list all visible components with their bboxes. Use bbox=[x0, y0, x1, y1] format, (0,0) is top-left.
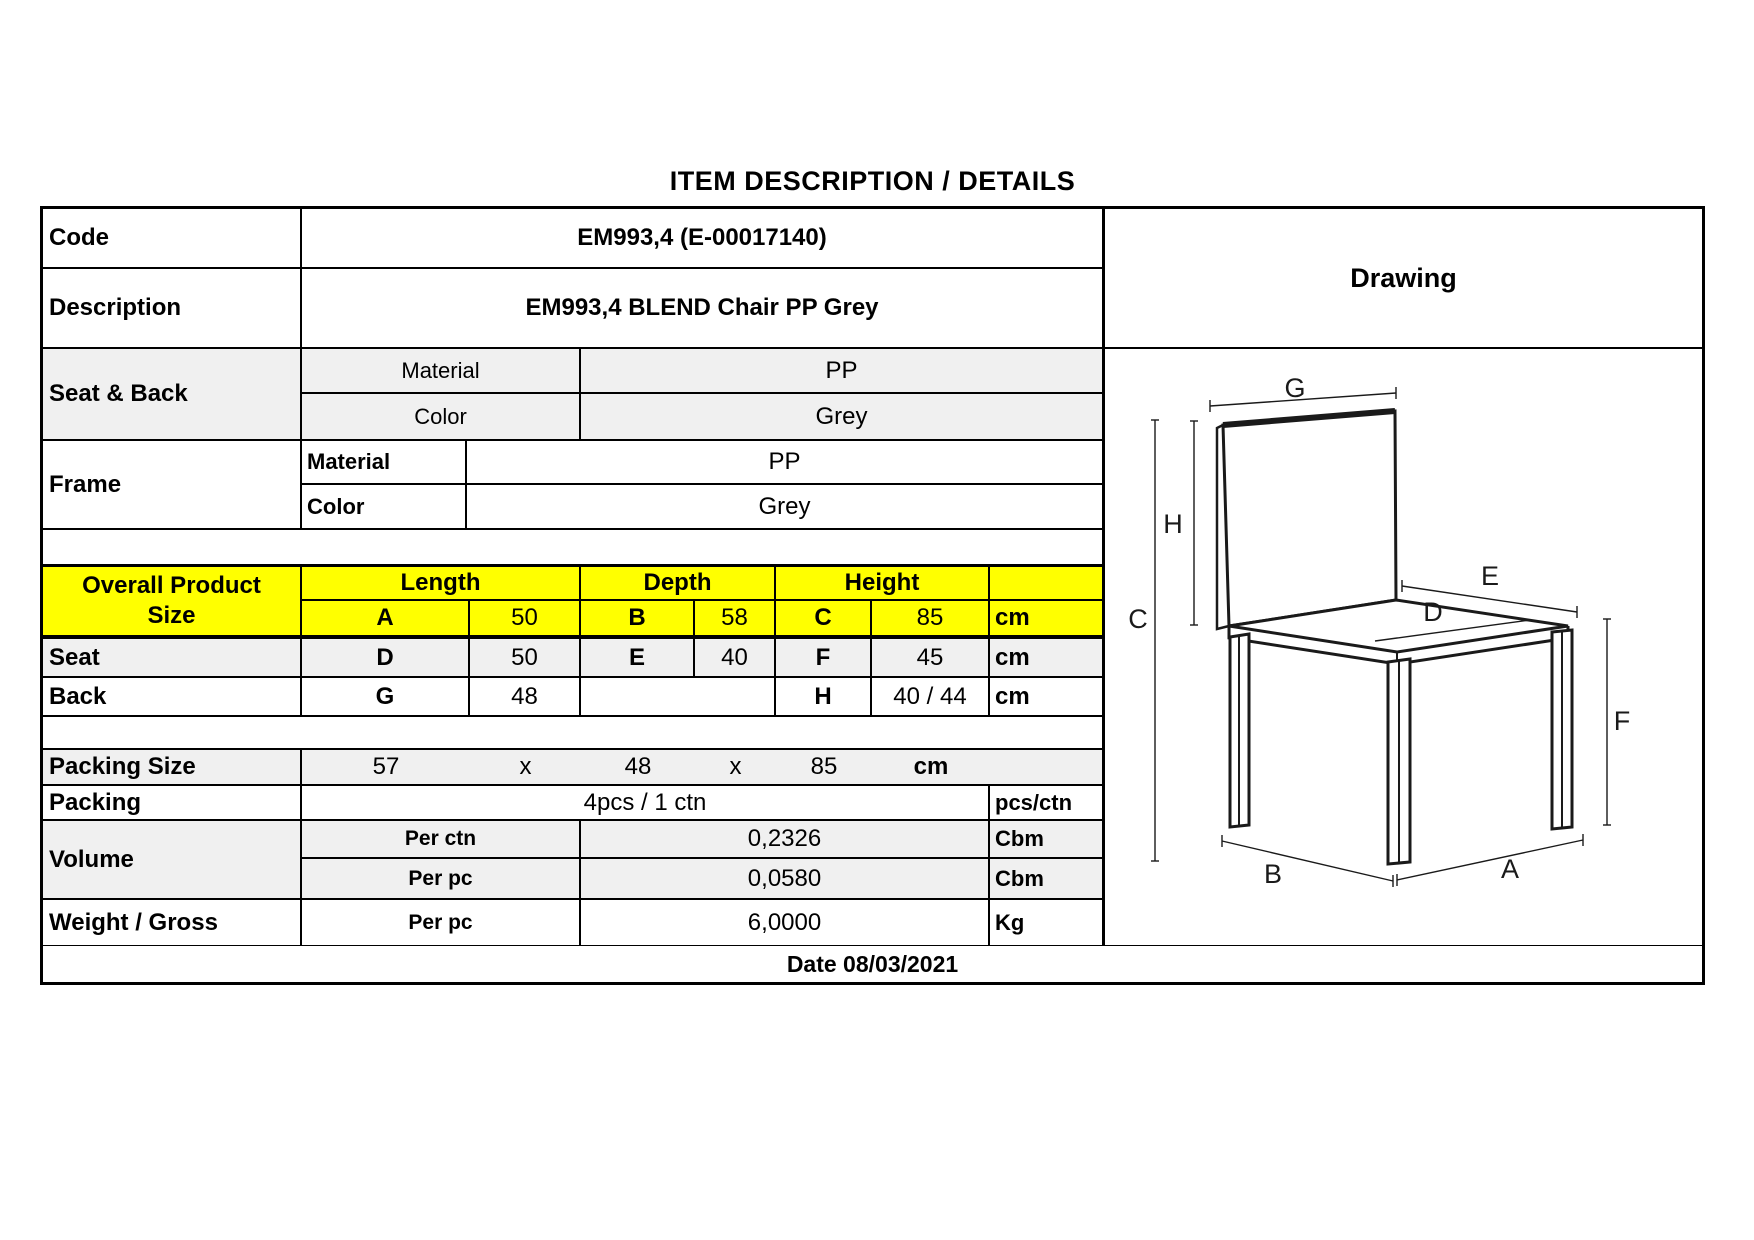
dim-f-letter: F bbox=[776, 639, 872, 676]
overall-values-row bbox=[302, 601, 1102, 635]
overall-size-label bbox=[43, 567, 302, 635]
frame-material-row bbox=[302, 441, 1102, 485]
dim-g-letter: G bbox=[302, 678, 470, 715]
spacer-row-1 bbox=[43, 530, 1102, 567]
dim-label-f: F bbox=[1613, 706, 1631, 736]
seat-back-color-value: Grey bbox=[581, 394, 1102, 439]
seat-back-material-label: Material bbox=[302, 349, 581, 392]
volume-per-pc-label: Per pc bbox=[302, 859, 581, 898]
overall-unit: cm bbox=[990, 601, 1102, 635]
back-unit: cm bbox=[995, 682, 1030, 710]
dim-h-value: 40 / 44 bbox=[872, 678, 990, 715]
frame-material-value: PP bbox=[768, 448, 801, 475]
volume-per-pc-unit: Cbm bbox=[990, 859, 1102, 898]
dim-c-letter: C bbox=[776, 601, 872, 635]
dim-a-value: 50 bbox=[470, 601, 581, 635]
dim-label-c: C bbox=[1128, 604, 1148, 634]
dim-label-d: D bbox=[1423, 597, 1443, 627]
spacer-row-2 bbox=[43, 717, 1102, 750]
packing-row bbox=[43, 786, 1102, 821]
packing-size-row bbox=[43, 750, 1102, 786]
dim-e-letter: E bbox=[581, 639, 695, 676]
details-table bbox=[43, 209, 1105, 945]
weight-row bbox=[43, 900, 1102, 945]
dim-label-h: H bbox=[1163, 509, 1183, 539]
overall-size-label-line2: Size bbox=[147, 602, 196, 629]
seat-back-color-label: Color bbox=[302, 394, 581, 439]
volume-per-ctn-unit: Cbm bbox=[990, 821, 1102, 857]
dim-f-value: 45 bbox=[872, 639, 990, 676]
volume-per-pc-value: 0,0580 bbox=[581, 859, 990, 898]
frame-color-value: Grey bbox=[758, 492, 811, 520]
size-header-row bbox=[302, 567, 1102, 601]
description-row bbox=[43, 269, 1102, 349]
dim-c-value: 85 bbox=[872, 601, 990, 635]
frame-color-label: Color bbox=[302, 485, 467, 528]
dim-d-value: 50 bbox=[470, 639, 581, 676]
back-empty-cell bbox=[581, 678, 776, 715]
code-value: EM993,4 (E-00017140) bbox=[577, 224, 827, 251]
dim-label-g: G bbox=[1284, 373, 1306, 403]
back-label: Back bbox=[43, 678, 302, 715]
dim-label-a: A bbox=[1500, 854, 1520, 884]
seat-back-material-value: PP bbox=[581, 349, 1102, 392]
description-value: EM993,4 BLEND Chair PP Grey bbox=[525, 294, 879, 321]
overall-size-section bbox=[43, 567, 1102, 639]
height-header: Height bbox=[776, 567, 990, 599]
seat-back-label: Seat & Back bbox=[43, 349, 302, 439]
page-title: ITEM DESCRIPTION / DETAILS bbox=[669, 166, 1076, 196]
dim-h-letter: H bbox=[776, 678, 872, 715]
chair-drawing bbox=[1105, 349, 1702, 945]
seat-label: Seat bbox=[43, 639, 302, 676]
packing-size-unit: cm bbox=[913, 753, 949, 780]
dim-e-value: 40 bbox=[695, 639, 776, 676]
weight-value: 6,0000 bbox=[581, 900, 990, 945]
volume-section bbox=[43, 821, 1102, 900]
volume-per-ctn-value: 0,2326 bbox=[581, 821, 990, 857]
code-label: Code bbox=[43, 209, 302, 267]
seat-back-section bbox=[43, 349, 1102, 441]
packing-size-v3: 85 bbox=[810, 753, 838, 780]
dim-a-letter: A bbox=[302, 601, 470, 635]
drawing-header: Drawing bbox=[1105, 209, 1702, 349]
dim-label-b: B bbox=[1263, 859, 1283, 889]
packing-size-label: Packing Size bbox=[43, 750, 302, 784]
drawing-panel bbox=[1105, 209, 1702, 945]
code-row bbox=[43, 209, 1102, 269]
volume-label: Volume bbox=[43, 821, 302, 898]
seat-back-material-row bbox=[302, 349, 1102, 394]
seat-back-color-row bbox=[302, 394, 1102, 439]
frame-material-label: Material bbox=[302, 441, 467, 483]
packing-unit: pcs/ctn bbox=[995, 789, 1073, 815]
packing-size-x1: x bbox=[519, 753, 532, 780]
volume-per-pc-row bbox=[302, 859, 1102, 898]
frame-label: Frame bbox=[43, 441, 302, 528]
dim-label-e: E bbox=[1480, 561, 1500, 591]
depth-header: Depth bbox=[581, 567, 776, 599]
packing-size-value bbox=[302, 750, 1102, 784]
dim-b-value: 58 bbox=[695, 601, 776, 635]
size-header-unit-cell bbox=[990, 567, 1102, 599]
chair-backrest bbox=[1223, 411, 1396, 626]
packing-size-x2: x bbox=[729, 753, 742, 780]
dim-d-letter: D bbox=[302, 639, 470, 676]
date-row: Date 08/03/2021 bbox=[43, 945, 1702, 982]
volume-per-ctn-row bbox=[302, 821, 1102, 859]
seat-unit: cm bbox=[990, 639, 1102, 676]
seat-row bbox=[43, 639, 1102, 678]
dim-b-letter: B bbox=[581, 601, 695, 635]
packing-size-v1: 57 bbox=[372, 753, 400, 780]
length-header: Length bbox=[302, 567, 581, 599]
back-row bbox=[43, 678, 1102, 717]
description-label: Description bbox=[43, 269, 302, 347]
packing-label: Packing bbox=[43, 786, 302, 819]
dim-g-value: 48 bbox=[470, 678, 581, 715]
weight-unit: Kg bbox=[995, 909, 1025, 935]
frame-color-row bbox=[302, 485, 1102, 528]
volume-per-ctn-label: Per ctn bbox=[302, 821, 581, 857]
weight-sub-label: Per pc bbox=[302, 900, 581, 945]
weight-label: Weight / Gross bbox=[43, 900, 302, 945]
packing-value: 4pcs / 1 ctn bbox=[302, 786, 990, 819]
frame-section bbox=[43, 441, 1102, 530]
packing-size-v2: 48 bbox=[624, 753, 652, 780]
overall-size-label-line1: Overall Product bbox=[82, 572, 261, 599]
spec-table bbox=[40, 206, 1705, 985]
